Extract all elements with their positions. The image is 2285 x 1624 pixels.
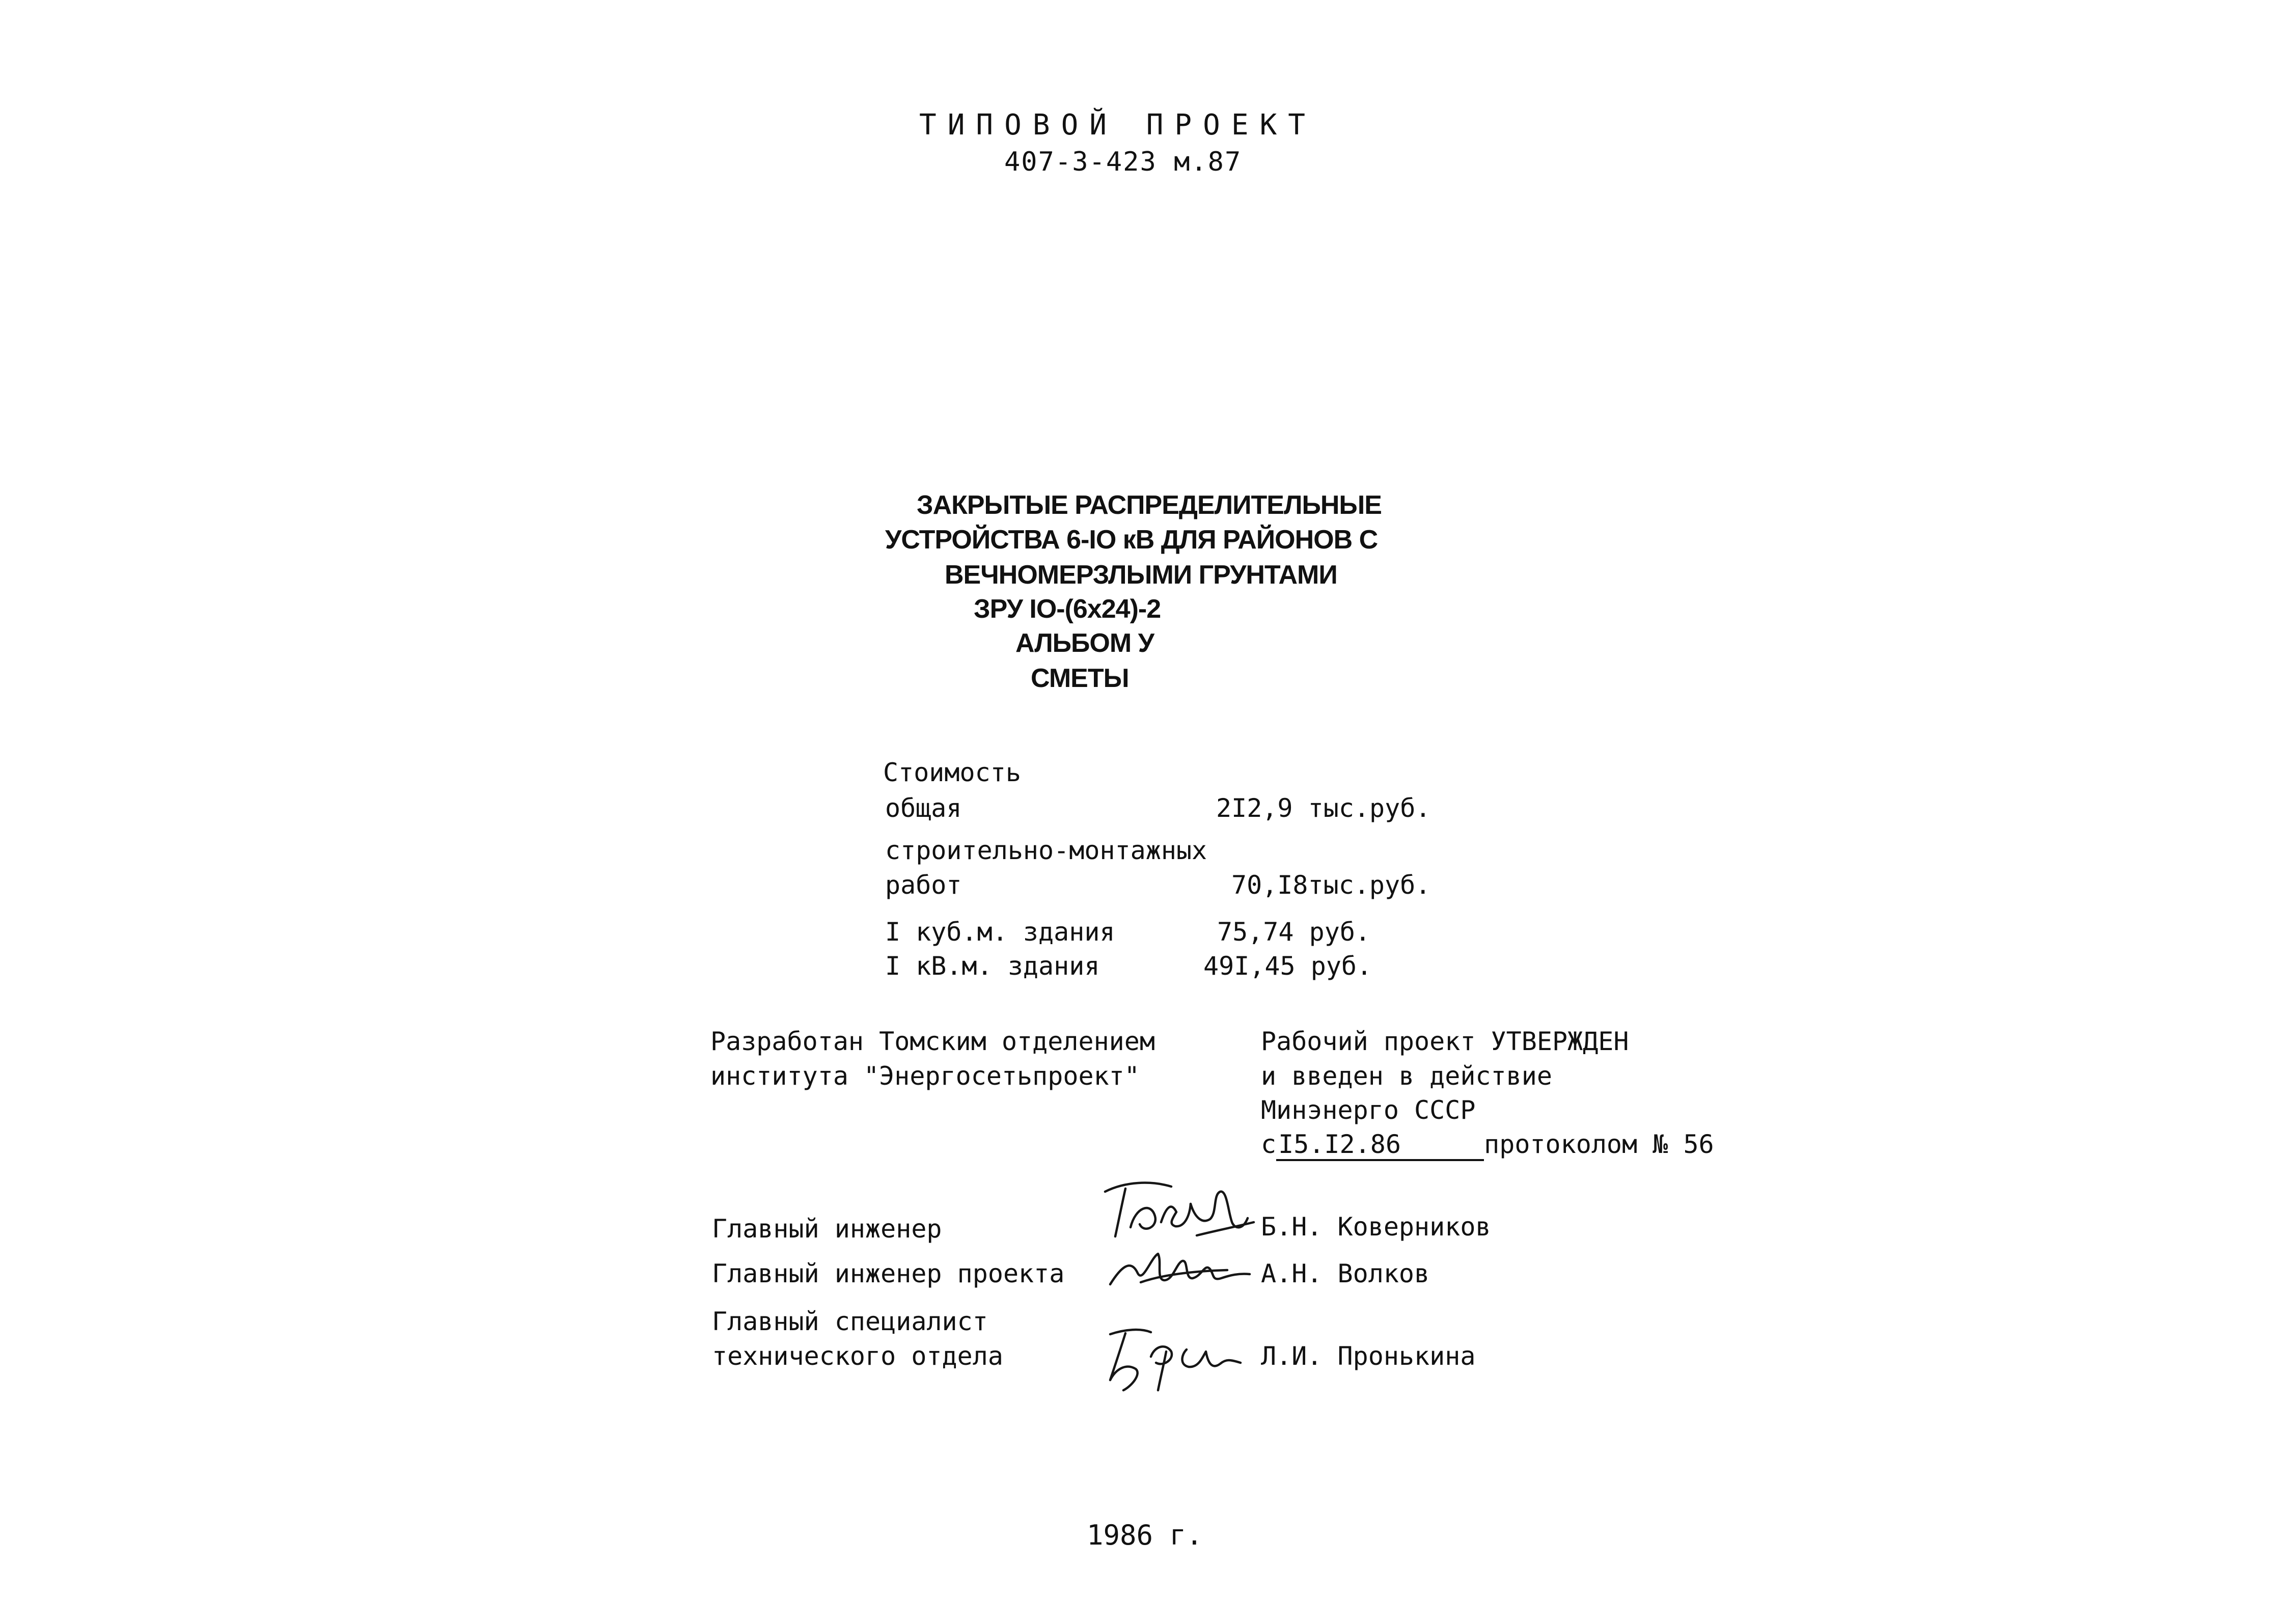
cost-per-m2-label: I кВ.м. здания bbox=[885, 951, 1100, 981]
signature-1-icon bbox=[1095, 1171, 1258, 1248]
title-line-4: ЗРУ IO-(6х24)-2 bbox=[974, 594, 1161, 624]
signatory-role-chief-specialist-2: технического отдела bbox=[712, 1341, 1003, 1371]
signatory-name-chief-engineer: Б.Н. Коверников bbox=[1261, 1212, 1491, 1242]
signatory-role-chief-specialist-1: Главный специалист bbox=[712, 1307, 988, 1336]
cost-per-m3-label: I куб.м. здания bbox=[885, 917, 1115, 947]
developer-line-2: института "Энергосетьпроект" bbox=[710, 1061, 1140, 1091]
signatory-role-chief-engineer: Главный инженер bbox=[712, 1214, 942, 1244]
cost-heading: Стоимость bbox=[883, 758, 1021, 787]
cost-smr-label-1: строительно-монтажных bbox=[885, 836, 1207, 865]
title-line-5: АЛЬБОМ У bbox=[1015, 628, 1154, 658]
signatory-name-chief-project-engineer: А.Н. Волков bbox=[1261, 1259, 1430, 1288]
cost-total-label: общая bbox=[885, 793, 962, 823]
approval-date-line bbox=[1261, 1132, 1714, 1161]
signature-2-icon bbox=[1105, 1243, 1253, 1293]
project-number: 407-3-423 м.87 bbox=[1004, 147, 1242, 177]
signature-3-icon bbox=[1095, 1314, 1248, 1400]
document-year: 1986 г. bbox=[1087, 1519, 1203, 1551]
cost-smr-value: 70,I8тыс.руб. bbox=[1231, 870, 1431, 900]
approval-prefix: с bbox=[1261, 1130, 1277, 1159]
approval-date: I5.I2.86 bbox=[1276, 1132, 1484, 1161]
cost-per-m3-value: 75,74 руб. bbox=[1217, 917, 1371, 947]
document-type: ТИПОВОЙ ПРОЕКТ bbox=[919, 108, 1317, 142]
approval-line-3: Минэнерго СССР bbox=[1261, 1095, 1476, 1125]
cost-smr-label-2: работ bbox=[885, 870, 962, 900]
cost-per-m2-value: 49I,45 руб. bbox=[1203, 951, 1372, 981]
signatory-role-chief-project-engineer: Главный инженер проекта bbox=[712, 1259, 1065, 1288]
approval-line-2: и введен в действие bbox=[1261, 1061, 1552, 1091]
approval-line-1: Рабочий проект УТВЕРЖДЕН bbox=[1261, 1027, 1629, 1056]
title-line-1: ЗАКРЫТЫЕ РАСПРЕДЕЛИТЕЛЬНЫЕ bbox=[917, 490, 1382, 520]
approval-protocol: протоколом № 56 bbox=[1484, 1130, 1714, 1159]
signatory-name-chief-specialist: Л.И. Пронькина bbox=[1261, 1341, 1476, 1371]
title-line-2: УСТРОЙСТВА 6-IO кВ ДЛЯ РАЙОНОВ С bbox=[885, 525, 1378, 555]
title-line-3: ВЕЧНОМЕРЗЛЫМИ ГРУНТАМИ bbox=[945, 560, 1337, 590]
cost-total-value: 2I2,9 тыс.руб. bbox=[1216, 793, 1431, 823]
developer-line-1: Разработан Томским отделением bbox=[710, 1027, 1155, 1056]
title-line-6: СМЕТЫ bbox=[1031, 664, 1129, 693]
